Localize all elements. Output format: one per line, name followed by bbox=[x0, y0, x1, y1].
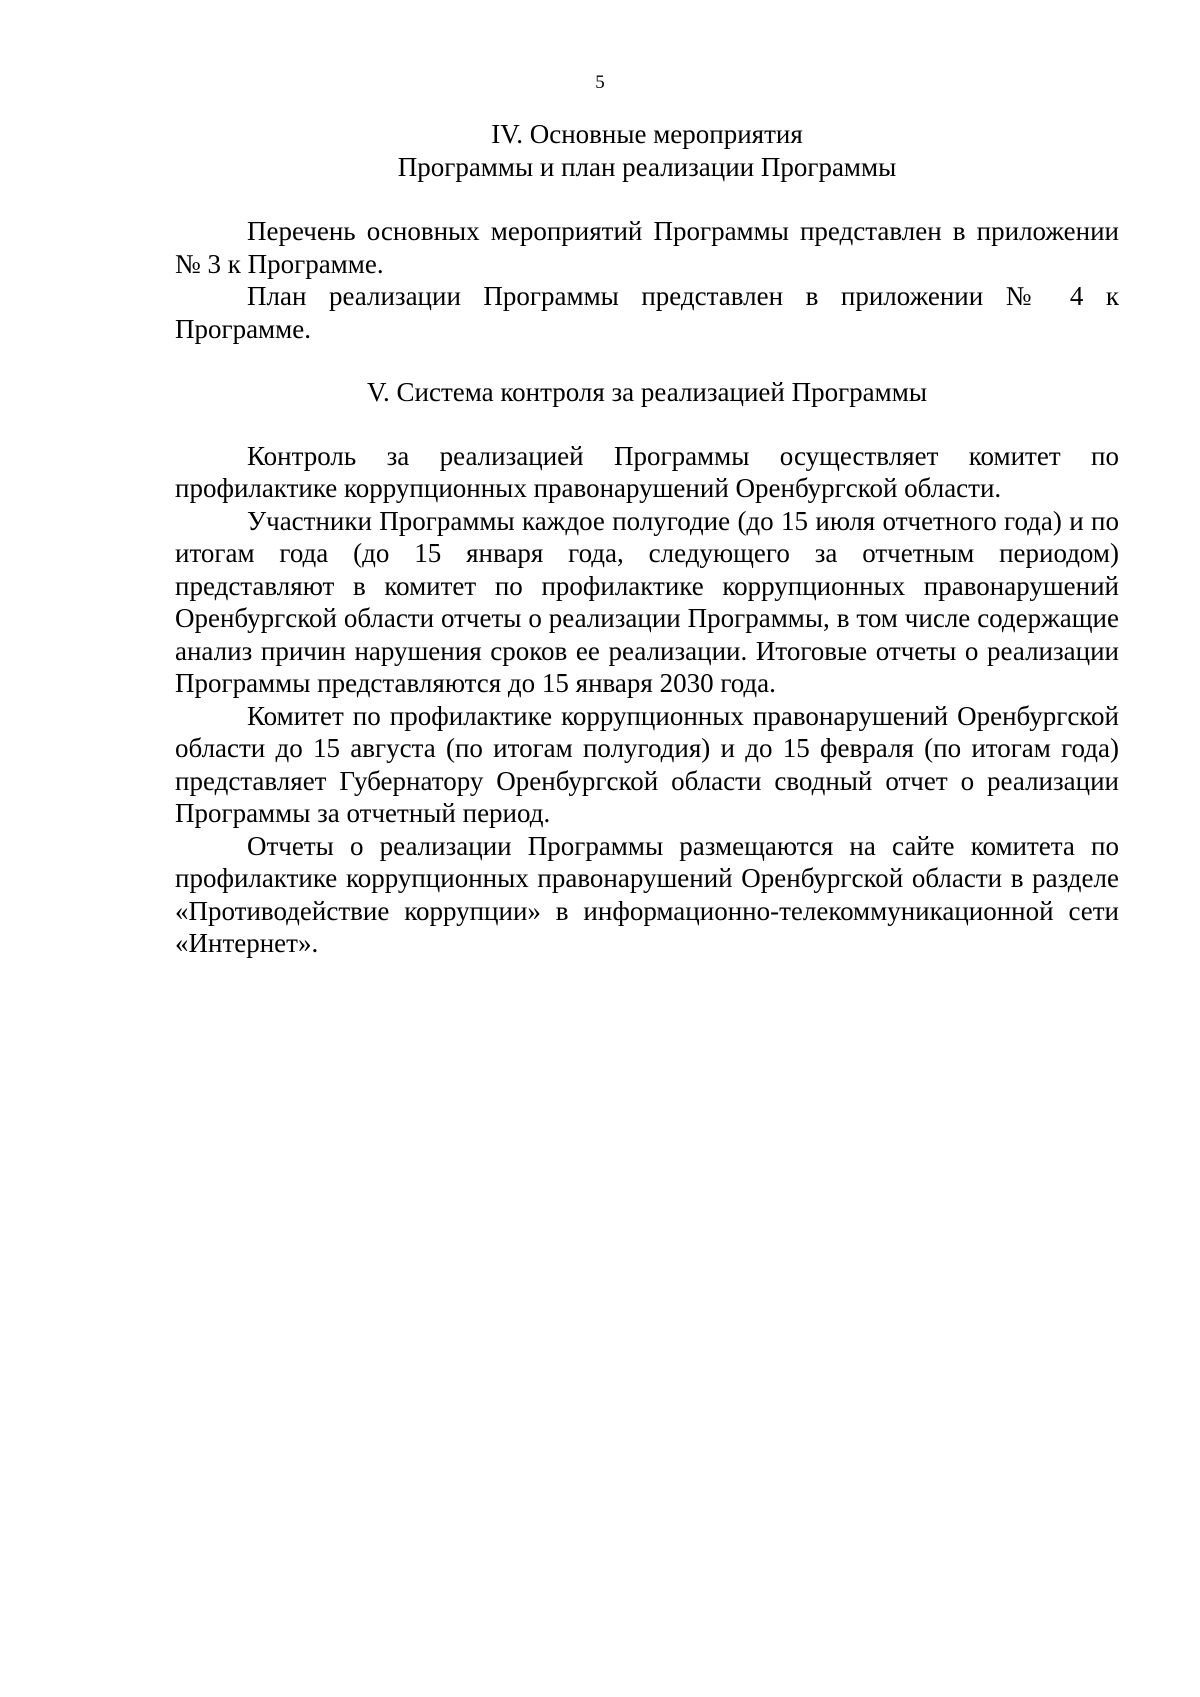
section-v-paragraph: Участники Программы каждое полугодие (до 15 июля отчетного года) и по итогам года (до 15 января года, следующего за отчетным периодом) представляют в комитет по профилактике коррупционных правонарушений Оренбургской области отчеты о реализации Программы, в том числе содержащие анализ причин нарушения сроков ее реализации. Итоговые отчеты о реализации Программы представляются до 15 января 2030 года. bbox=[175, 505, 1119, 698]
section-v-heading: V. Система контроля за реализацией Программы bbox=[367, 377, 927, 407]
section-iv-paragraph: План реализации Программы представлен в приложении № 4 к Программе. bbox=[175, 281, 1119, 344]
section-v-paragraph: Комитет по профилактике коррупционных правонарушений Оренбургской области до 15 августа (по итогам полугодия) и до 15 февраля (по итогам года) представляет Губернатору Оренбургской области сводный отчет о реализации Программы за отчетный период. bbox=[175, 700, 1119, 828]
section-iv-heading-line1: IV. Основные мероприятия bbox=[491, 119, 803, 149]
section-v-paragraph: Контроль за реализацией Программы осуществляет комитет по профилактике коррупционных правонарушений Оренбургской области. bbox=[175, 440, 1119, 503]
section-iv-paragraph: Перечень основных мероприятий Программы представлен в приложении № 3 к Программе. bbox=[175, 216, 1119, 279]
section-iv-heading bbox=[175, 118, 1119, 183]
section-v-paragraph: Отчеты о реализации Программы размещаются на сайте комитета по профилактике коррупционных правонарушений Оренбургской области в разделе «Противодействие коррупции» в информационно-телекоммуникационной сети «Интернет». bbox=[175, 830, 1119, 958]
page-number: 5 bbox=[595, 72, 605, 93]
section-iv-heading-line2: Программы и план реализации Программы bbox=[397, 151, 897, 182]
document-body bbox=[175, 118, 1119, 960]
